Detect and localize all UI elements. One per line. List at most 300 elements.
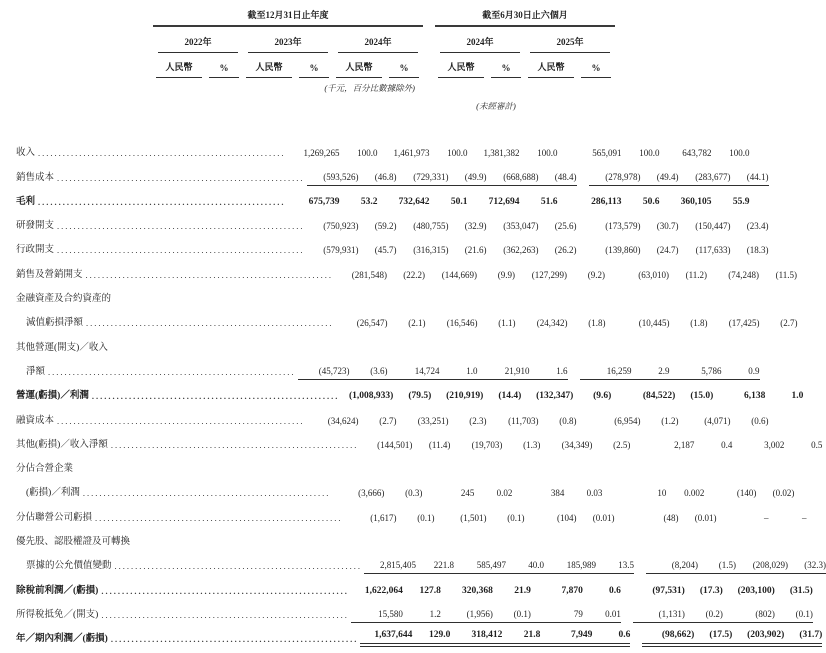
percent-cell: (2.5) bbox=[613, 439, 631, 450]
amount-cell bbox=[525, 547, 577, 550]
dot-leader: ............................................................ bbox=[38, 196, 286, 207]
amount-cell: 2,815,405 bbox=[364, 560, 416, 574]
percent-cell: 50.6 bbox=[642, 196, 660, 207]
amount-cell: (281,548) bbox=[351, 269, 388, 280]
percent-cell: 51.6 bbox=[540, 196, 558, 207]
amount-cell: (19,703) bbox=[471, 439, 503, 450]
amount-cell: (74,248) bbox=[728, 269, 760, 280]
percent-cell: 127.8 bbox=[419, 585, 441, 596]
amount-cell: 14,724 bbox=[388, 366, 440, 380]
percent-cell: (9.6) bbox=[593, 391, 612, 402]
amount-cell: (283,677) bbox=[679, 172, 731, 186]
percent-column-header: % bbox=[299, 56, 329, 78]
amount-cell: (33,251) bbox=[417, 415, 449, 426]
amount-cell: (1,501) bbox=[460, 512, 487, 523]
percent-cell: 0.03 bbox=[586, 488, 603, 499]
percent-cell: (59.2) bbox=[374, 221, 397, 232]
percent-cell bbox=[295, 547, 333, 550]
amount-cell: (1,008,933) bbox=[349, 391, 394, 402]
year-column-header bbox=[525, 27, 615, 53]
percent-cell: (0.1) bbox=[507, 512, 525, 523]
row-label: 銷售及營銷開支 bbox=[16, 269, 83, 280]
percent-cell: 1.6 bbox=[530, 366, 568, 380]
currency-column-header: 人民幣 bbox=[528, 53, 574, 78]
percent-cell: (2.7) bbox=[780, 318, 798, 329]
dot-leader: ............................................................ bbox=[38, 148, 286, 159]
amount-cell: 7,870 bbox=[561, 585, 583, 596]
amount-cell: (750,923) bbox=[323, 221, 359, 232]
percent-cell: (23.4) bbox=[746, 221, 769, 232]
row-label-column bbox=[16, 169, 307, 186]
percent-cell: – bbox=[802, 512, 807, 523]
row-label-column bbox=[16, 630, 360, 647]
amount-cell: 384 bbox=[550, 488, 565, 499]
table-row bbox=[16, 453, 619, 477]
amount-cell: 565,091 bbox=[592, 148, 622, 159]
row-label-column bbox=[16, 509, 345, 526]
percent-cell: (0.1) bbox=[493, 609, 531, 623]
row-label-column bbox=[16, 314, 336, 331]
percent-column-header: % bbox=[209, 56, 239, 78]
unit-note: (千元，百分比數據除外) bbox=[324, 83, 415, 93]
amount-cell: (316,315) bbox=[413, 245, 449, 256]
amount-cell bbox=[435, 353, 487, 356]
row-label: 研發開支 bbox=[16, 221, 55, 232]
table-row bbox=[16, 331, 619, 355]
amount-cell bbox=[153, 353, 205, 356]
percent-cell: (1.5) bbox=[698, 560, 736, 574]
amount-cell bbox=[243, 547, 295, 550]
amount-cell: 185,989 bbox=[544, 560, 596, 574]
table-row bbox=[16, 161, 769, 185]
amount-cell: (210,919) bbox=[446, 391, 484, 402]
table-row bbox=[16, 307, 798, 331]
percent-cell: (15.0) bbox=[690, 391, 714, 402]
row-label: 行政開支 bbox=[16, 245, 55, 256]
percent-cell: (31.5) bbox=[789, 585, 813, 596]
amount-cell: (1,131) bbox=[633, 609, 685, 623]
amount-cell: (98,662) bbox=[642, 630, 694, 647]
percent-cell: (0.3) bbox=[405, 488, 423, 499]
amount-cell bbox=[153, 547, 205, 550]
percent-cell bbox=[385, 474, 423, 477]
dot-leader: ............................................................ bbox=[57, 172, 305, 183]
amount-cell: – bbox=[764, 512, 769, 523]
amount-cell: (173,579) bbox=[605, 221, 641, 232]
percent-cell: (9.2) bbox=[587, 269, 606, 280]
amount-cell bbox=[525, 304, 577, 307]
amount-cell: (139,860) bbox=[605, 245, 641, 256]
amount-cell: (11,703) bbox=[508, 415, 539, 426]
table-body bbox=[16, 137, 826, 647]
percent-cell: 0.6 bbox=[592, 630, 630, 647]
amount-cell bbox=[333, 353, 385, 356]
amount-cell: 286,113 bbox=[591, 196, 622, 207]
table-row bbox=[16, 526, 619, 550]
amount-cell: (579,931) bbox=[323, 245, 359, 256]
percent-cell: (11.4) bbox=[428, 439, 451, 450]
amount-cell: (150,447) bbox=[695, 221, 731, 232]
percent-cell bbox=[295, 474, 333, 477]
percent-cell: (0.6) bbox=[751, 415, 769, 426]
percent-cell: 0.02 bbox=[496, 488, 513, 499]
row-label-column bbox=[16, 217, 307, 234]
amount-cell: 2,187 bbox=[674, 439, 695, 450]
row-label: (虧損)／利潤 bbox=[26, 488, 80, 499]
dot-leader: ............................................................ bbox=[110, 439, 359, 450]
table-row bbox=[16, 356, 760, 380]
percent-cell bbox=[385, 353, 423, 356]
percent-cell bbox=[205, 304, 243, 307]
percent-cell bbox=[487, 547, 525, 550]
year-label: 2023年 bbox=[248, 27, 328, 53]
table-row bbox=[16, 380, 804, 404]
amount-cell: 79 bbox=[531, 609, 583, 623]
percent-cell: (2.3) bbox=[469, 415, 487, 426]
table-row bbox=[16, 550, 826, 574]
amount-cell bbox=[333, 547, 385, 550]
percent-cell: 21.8 bbox=[502, 630, 540, 647]
percent-cell: (17.3) bbox=[699, 585, 723, 596]
percent-cell: 100.0 bbox=[639, 148, 660, 159]
amount-cell: 1,269,265 bbox=[303, 148, 340, 159]
year-column-header bbox=[333, 27, 423, 53]
amount-cell: (16,546) bbox=[446, 318, 478, 329]
percent-cell: (0.2) bbox=[685, 609, 723, 623]
header-period-groups bbox=[16, 8, 619, 27]
row-label-column bbox=[16, 266, 335, 283]
percent-cell: (30.7) bbox=[656, 221, 679, 232]
amount-cell: (97,531) bbox=[652, 585, 685, 596]
row-label-column bbox=[16, 460, 153, 477]
row-label-column bbox=[16, 436, 360, 453]
row-label: 分佔合營企業 bbox=[16, 464, 74, 475]
percent-cell: 53.2 bbox=[360, 196, 378, 207]
year-label: 2025年 bbox=[530, 27, 610, 53]
row-label-column bbox=[16, 339, 153, 356]
percent-cell: (17.5) bbox=[694, 630, 732, 647]
dot-leader: ............................................................ bbox=[114, 561, 363, 572]
dot-leader: ............................................................ bbox=[101, 585, 349, 596]
table-row bbox=[16, 599, 813, 623]
row-label: 其他(虧損)／收入淨額 bbox=[16, 439, 108, 450]
percent-cell: 0.5 bbox=[811, 439, 823, 450]
table-row bbox=[16, 477, 795, 501]
percent-cell: 100.0 bbox=[447, 148, 468, 159]
percent-cell bbox=[577, 353, 615, 356]
percent-cell: (2.7) bbox=[379, 415, 397, 426]
year-label: 2022年 bbox=[158, 27, 238, 53]
percent-cell bbox=[577, 304, 615, 307]
percent-cell: (11.2) bbox=[685, 269, 708, 280]
row-label: 所得稅抵免／(開支) bbox=[16, 609, 99, 620]
percent-cell: (31.7) bbox=[784, 630, 822, 647]
table-row bbox=[16, 234, 769, 258]
row-label: 融資成本 bbox=[16, 415, 55, 426]
table-row bbox=[16, 258, 798, 282]
percent-cell: (25.6) bbox=[554, 221, 577, 232]
header-subcolumns bbox=[16, 53, 619, 78]
percent-cell: (49.4) bbox=[641, 172, 679, 186]
percent-cell bbox=[205, 353, 243, 356]
table-row bbox=[16, 210, 769, 234]
row-label: 年／期內利潤／(虧損) bbox=[16, 634, 108, 645]
year-column-header bbox=[153, 27, 243, 53]
row-label: 票據的公允價值變動 bbox=[26, 561, 112, 572]
amount-cell: (480,755) bbox=[413, 221, 449, 232]
amount-cell: (593,526) bbox=[307, 172, 359, 186]
percent-cell: 0.002 bbox=[684, 488, 705, 499]
percent-cell: (21.6) bbox=[464, 245, 487, 256]
amount-cell: (144,501) bbox=[377, 439, 413, 450]
amount-cell bbox=[243, 353, 295, 356]
amount-cell: (6,954) bbox=[614, 415, 641, 426]
percent-cell: 1.2 bbox=[403, 609, 441, 623]
amount-cell: (203,100) bbox=[737, 585, 775, 596]
amount-cell: 360,105 bbox=[680, 196, 712, 207]
row-label-column bbox=[16, 606, 351, 623]
percent-cell: 129.0 bbox=[412, 630, 450, 647]
row-label-column bbox=[16, 582, 351, 599]
amount-cell bbox=[333, 304, 385, 307]
amount-cell: (1,617) bbox=[370, 512, 397, 523]
percent-cell: (32.9) bbox=[464, 221, 487, 232]
header-years bbox=[16, 27, 619, 53]
unaudited-note-row bbox=[16, 94, 619, 112]
amount-cell: (34,349) bbox=[561, 439, 593, 450]
amount-cell bbox=[333, 474, 385, 477]
row-label: 毛利 bbox=[16, 196, 36, 207]
amount-cell: (802) bbox=[723, 609, 775, 623]
percent-cell: (49.9) bbox=[449, 172, 487, 186]
percent-cell: (1.8) bbox=[690, 318, 708, 329]
dot-leader: ............................................................ bbox=[57, 415, 305, 426]
dot-leader: ............................................................ bbox=[91, 391, 340, 402]
row-label: 金融資產及合約資產的 bbox=[16, 294, 112, 305]
row-label: 優先股、認股權證及可轉換 bbox=[16, 537, 131, 548]
amount-cell: (127,299) bbox=[531, 269, 568, 280]
amount-cell: 1,637,644 bbox=[360, 630, 412, 647]
percent-cell: 0.01 bbox=[583, 609, 621, 623]
percent-cell: (9.9) bbox=[497, 269, 516, 280]
percent-cell: (11.5) bbox=[775, 269, 798, 280]
amount-cell: (203,902) bbox=[732, 630, 784, 647]
currency-column-header: 人民幣 bbox=[156, 53, 202, 78]
percent-cell: 50.1 bbox=[450, 196, 468, 207]
amount-cell: (353,047) bbox=[503, 221, 539, 232]
currency-column-header: 人民幣 bbox=[438, 53, 484, 78]
amount-cell: (1,956) bbox=[441, 609, 493, 623]
percent-cell: (24.7) bbox=[656, 245, 679, 256]
amount-cell: 1,381,382 bbox=[483, 148, 520, 159]
amount-cell: (26,547) bbox=[356, 318, 388, 329]
percent-cell: (0.02) bbox=[772, 488, 795, 499]
percent-cell: (79.5) bbox=[408, 391, 432, 402]
row-label-column bbox=[16, 241, 307, 258]
amount-cell: (117,633) bbox=[695, 245, 731, 256]
row-label-column bbox=[16, 533, 153, 550]
dot-leader: ............................................................ bbox=[85, 269, 334, 280]
dot-leader: ............................................................ bbox=[57, 221, 305, 232]
percent-cell: (1.8) bbox=[588, 318, 606, 329]
percent-cell: (48.4) bbox=[539, 172, 577, 186]
percent-cell: (0.01) bbox=[694, 512, 717, 523]
percent-cell bbox=[385, 304, 423, 307]
percent-cell bbox=[295, 353, 333, 356]
percent-cell: (32.3) bbox=[788, 560, 826, 574]
row-label-column bbox=[16, 290, 153, 307]
amount-cell: 1,461,973 bbox=[393, 148, 430, 159]
amount-cell: (104) bbox=[557, 512, 577, 523]
amount-cell: 15,580 bbox=[351, 609, 403, 623]
amount-cell bbox=[243, 474, 295, 477]
amount-cell bbox=[435, 547, 487, 550]
amount-cell: 318,412 bbox=[450, 630, 502, 647]
amount-cell bbox=[525, 353, 577, 356]
percent-column-header: % bbox=[389, 56, 419, 78]
dot-leader: ............................................................ bbox=[101, 609, 349, 620]
percent-cell: 221.8 bbox=[416, 560, 454, 574]
amount-cell: (4,071) bbox=[704, 415, 731, 426]
amount-cell: 245 bbox=[460, 488, 475, 499]
amount-cell: 5,786 bbox=[670, 366, 722, 380]
percent-cell: (45.7) bbox=[374, 245, 397, 256]
dot-leader: ............................................................ bbox=[48, 366, 296, 377]
row-label: 銷售成本 bbox=[16, 172, 55, 183]
amount-cell: 732,642 bbox=[398, 196, 430, 207]
percent-cell: 100.0 bbox=[357, 148, 378, 159]
row-label: 分佔聯營公司虧損 bbox=[16, 512, 93, 523]
table-row bbox=[16, 623, 823, 647]
row-label-column bbox=[16, 557, 364, 574]
table-row bbox=[16, 429, 823, 453]
year-column-header bbox=[243, 27, 333, 53]
table-row bbox=[16, 283, 619, 307]
amount-cell: 10 bbox=[657, 488, 667, 499]
amount-cell: 7,949 bbox=[540, 630, 592, 647]
percent-cell: (44.1) bbox=[731, 172, 769, 186]
row-label-column bbox=[16, 363, 298, 380]
table-row bbox=[16, 137, 750, 161]
percent-cell bbox=[295, 304, 333, 307]
row-label: 除稅前利潤／(虧損) bbox=[16, 585, 99, 596]
dot-leader: ............................................................ bbox=[82, 488, 331, 499]
percent-cell: 100.0 bbox=[537, 148, 558, 159]
table-row bbox=[16, 501, 807, 525]
percent-cell bbox=[385, 547, 423, 550]
amount-cell: 3,002 bbox=[764, 439, 785, 450]
row-label: 收入 bbox=[16, 148, 36, 159]
percent-cell: 0.4 bbox=[721, 439, 733, 450]
amount-cell: 16,259 bbox=[580, 366, 632, 380]
amount-cell: (729,331) bbox=[397, 172, 449, 186]
amount-cell: (668,688) bbox=[487, 172, 539, 186]
amount-cell: (45,723) bbox=[298, 366, 350, 380]
percent-cell: (0.01) bbox=[592, 512, 615, 523]
amount-cell bbox=[153, 304, 205, 307]
amount-cell: 21,910 bbox=[478, 366, 530, 380]
unaudited-note: (未經審計) bbox=[476, 101, 516, 111]
percent-cell: (0.8) bbox=[559, 415, 577, 426]
percent-cell: 0.6 bbox=[608, 585, 621, 596]
percent-column-header: % bbox=[581, 56, 611, 78]
amount-cell: (84,522) bbox=[642, 391, 676, 402]
amount-cell: 1,622,064 bbox=[364, 585, 403, 596]
percent-cell bbox=[487, 474, 525, 477]
percent-cell: (1.1) bbox=[498, 318, 516, 329]
percent-cell: (3.6) bbox=[350, 366, 388, 380]
row-label: 淨額 bbox=[26, 366, 46, 377]
row-label-column bbox=[16, 144, 288, 161]
amount-cell bbox=[435, 474, 487, 477]
amount-cell: (10,445) bbox=[638, 318, 670, 329]
dot-leader: ............................................................ bbox=[110, 634, 359, 645]
amount-cell bbox=[153, 474, 205, 477]
percent-cell: (18.3) bbox=[746, 245, 769, 256]
currency-column-header: 人民幣 bbox=[246, 53, 292, 78]
amount-cell: (140) bbox=[736, 488, 757, 499]
year-column-header bbox=[435, 27, 525, 53]
dot-leader: ............................................................ bbox=[86, 318, 334, 329]
row-label: 營運(虧損)／利潤 bbox=[16, 391, 89, 402]
row-label-column bbox=[16, 387, 341, 404]
table-row bbox=[16, 404, 769, 428]
year-label: 2024年 bbox=[440, 27, 520, 53]
percent-cell: (0.1) bbox=[417, 512, 435, 523]
percent-cell: 40.0 bbox=[506, 560, 544, 574]
percent-cell: 55.9 bbox=[732, 196, 750, 207]
percent-cell: (14.4) bbox=[498, 391, 522, 402]
amount-cell: 675,739 bbox=[308, 196, 340, 207]
percent-cell: (46.8) bbox=[359, 172, 397, 186]
percent-cell: 1.0 bbox=[440, 366, 478, 380]
amount-cell: (24,342) bbox=[536, 318, 568, 329]
dot-leader: ............................................................ bbox=[57, 245, 305, 256]
row-label-column bbox=[16, 193, 288, 210]
percent-cell: 0.9 bbox=[722, 366, 760, 380]
amount-cell: 712,694 bbox=[488, 196, 520, 207]
percent-cell: 2.9 bbox=[632, 366, 670, 380]
row-label-column bbox=[16, 484, 332, 501]
amount-cell: (208,029) bbox=[736, 560, 788, 574]
percent-cell: 13.5 bbox=[596, 560, 634, 574]
percent-cell: (2.1) bbox=[408, 318, 426, 329]
percent-cell: (1.3) bbox=[523, 439, 541, 450]
period-group-interim: 截至6月30日止六個月 bbox=[435, 8, 615, 27]
percent-cell: 100.0 bbox=[729, 148, 750, 159]
table-row bbox=[16, 574, 813, 598]
percent-cell: 1.0 bbox=[791, 391, 804, 402]
percent-cell: 21.9 bbox=[514, 585, 531, 596]
unit-note-row bbox=[16, 78, 619, 94]
row-label-column bbox=[16, 412, 307, 429]
amount-cell: 585,497 bbox=[454, 560, 506, 574]
amount-cell: (3,666) bbox=[358, 488, 385, 499]
percent-cell bbox=[487, 304, 525, 307]
percent-cell bbox=[205, 547, 243, 550]
table-row bbox=[16, 186, 750, 210]
percent-cell: (22.2) bbox=[403, 269, 426, 280]
percent-cell bbox=[205, 474, 243, 477]
percent-cell: (1.2) bbox=[661, 415, 679, 426]
currency-column-header: 人民幣 bbox=[336, 53, 382, 78]
amount-cell: (8,204) bbox=[646, 560, 698, 574]
amount-cell: (34,624) bbox=[327, 415, 359, 426]
amount-cell: (362,263) bbox=[503, 245, 539, 256]
period-group-annual: 截至12月31日止年度 bbox=[153, 8, 423, 27]
amount-cell: 320,368 bbox=[461, 585, 493, 596]
amount-cell bbox=[525, 474, 577, 477]
